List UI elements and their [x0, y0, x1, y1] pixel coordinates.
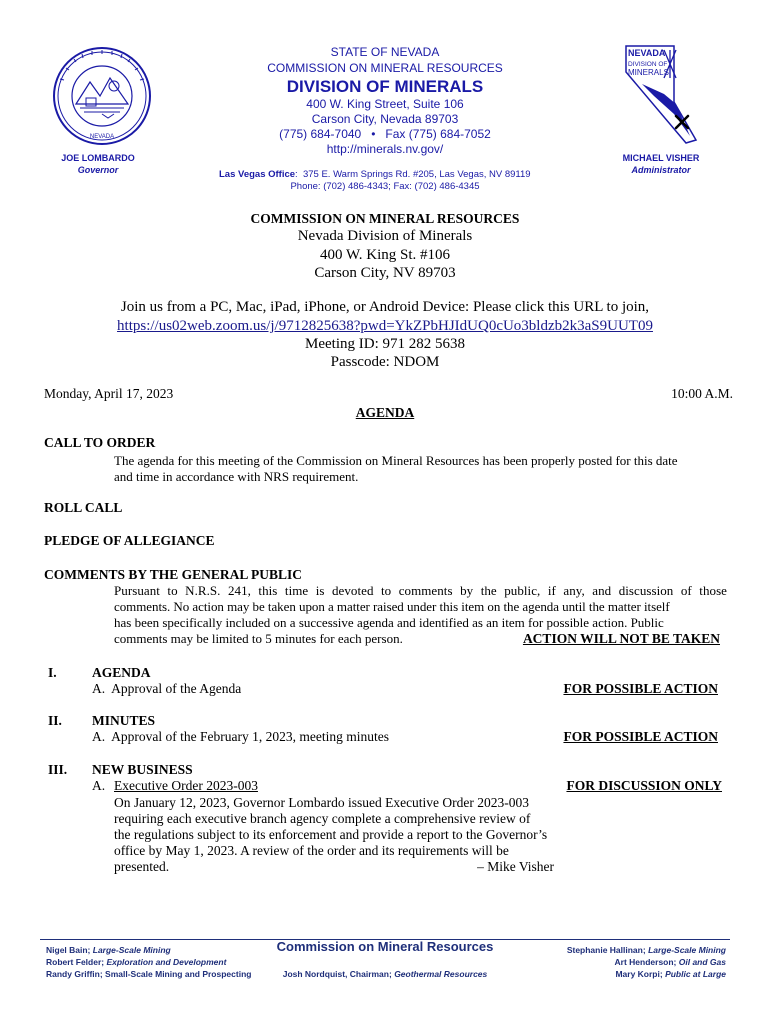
footer-member: Randy Griffin; Small-Scale Mining and Prospecting — [46, 969, 252, 979]
pledge-heading: PLEDGE OF ALLEGIANCE — [44, 533, 215, 548]
governor-title: Governor — [77, 165, 119, 175]
agenda-heading: AGENDA — [355, 405, 415, 420]
item-sub: A. Approval of the February 1, 2023, meeting minutes — [92, 729, 389, 744]
address-line-2: Carson City, Nevada 89703 — [311, 112, 459, 126]
zoom-link[interactable]: https://us02web.zoom.us/j/9712825638?pwd=YkZPbHJIdUQ0cUo3bldzb2k3aS9UUT09 — [117, 318, 653, 334]
item-sub: A. Approval of the Agenda — [92, 681, 242, 696]
item-sub-letter: A. — [92, 778, 106, 793]
item-heading: AGENDA — [92, 665, 151, 680]
logo-line-2: DIVISION OF — [628, 61, 668, 68]
footer-right-members — [500, 944, 726, 980]
svg-text:NEVADA: NEVADA — [89, 134, 115, 140]
call-to-order-heading: CALL TO ORDER — [44, 435, 156, 450]
public-comments-line-2: comments. No action may be taken upon a matter raised under this item on the agenda until the matter itself — [114, 599, 670, 614]
item-numeral: II. — [48, 713, 62, 728]
meeting-title: COMMISSION ON MINERAL RESOURCES — [250, 211, 520, 226]
item-desc-line-3: the regulations subject to its enforcement and provide a report to the Governor’s — [114, 827, 548, 842]
website-link[interactable]: http://minerals.nv.gov/ — [326, 142, 444, 156]
item-action: FOR POSSIBLE ACTION — [563, 681, 718, 696]
logo-line-1: NEVADA — [628, 48, 666, 58]
footer-member: Robert Felder; Exploration and Development — [46, 957, 227, 967]
state-seal-icon — [52, 46, 152, 146]
footer-member: Stephanie Hallinan; Large-Scale Mining — [566, 945, 726, 955]
division-name: DIVISION OF MINERALS — [286, 77, 484, 96]
meeting-date: Monday, April 17, 2023 — [44, 386, 174, 401]
call-to-order-line-1: The agenda for this meeting of the Commission on Mineral Resources has been properly posted for this date — [114, 453, 678, 468]
lv-office-label: Las Vegas Office — [219, 169, 296, 180]
meeting-id: Meeting ID: 971 282 5638 — [305, 336, 465, 352]
footer-member: Mary Korpi; Public at Large — [615, 969, 726, 979]
call-to-order-line-2: and time in accordance with NRS requirement. — [114, 469, 359, 484]
public-comments-action: ACTION WILL NOT BE TAKEN — [522, 631, 720, 646]
item-desc-line-1: On January 12, 2023, Governor Lombardo issued Executive Order 2023-003 — [114, 795, 530, 810]
meeting-org: Nevada Division of Minerals — [297, 228, 473, 244]
item-heading: MINUTES — [92, 713, 156, 728]
meeting-time: 10:00 A.M. — [671, 386, 733, 401]
meeting-passcode: Passcode: NDOM — [330, 354, 440, 370]
item-desc-line-4: office by May 1, 2023. A review of the order and its requirements will be — [114, 843, 509, 858]
meeting-street: 400 W. King St. #106 — [319, 247, 451, 263]
division-logo-icon — [624, 44, 700, 144]
lv-office-line — [219, 169, 531, 180]
meeting-city: Carson City, NV 89703 — [314, 265, 456, 281]
public-comments-line-3: has been specifically included on a successive agenda and identified as an item for possible action. Public — [114, 615, 664, 630]
footer-member: Nigel Bain; Large-Scale Mining — [46, 945, 171, 955]
item-numeral: I. — [48, 665, 57, 680]
phone-fax: (775) 684-7040 • Fax (775) 684-7052 — [279, 127, 491, 141]
public-comments-line-4: comments may be limited to 5 minutes for each person. — [114, 631, 403, 646]
commission-name: COMMISSION ON MINERAL RESOURCES — [267, 61, 503, 75]
footer-chairman: Josh Nordquist, Chairman; Geothermal Resources — [282, 969, 488, 979]
item-presenter: – Mike Visher — [477, 859, 554, 874]
item-action: FOR POSSIBLE ACTION — [563, 729, 718, 744]
logo-line-3: MINERALS — [628, 68, 669, 77]
item-action: FOR DISCUSSION ONLY — [566, 778, 722, 793]
item-heading: NEW BUSINESS — [92, 762, 193, 777]
governor-name: JOE LOMBARDO — [61, 153, 135, 163]
item-desc-line-5: presented. — [114, 859, 170, 874]
roll-call-heading: ROLL CALL — [44, 500, 123, 515]
item-numeral: III. — [48, 762, 68, 777]
footer-member: Art Henderson; Oil and Gas — [614, 957, 726, 967]
lv-office-address: : 375 E. Warm Springs Rd. #205, Las Vegas, NV 89119 — [295, 169, 531, 180]
administrator-title: Administrator — [631, 165, 691, 175]
item-desc-line-2: requiring each executive branch agency complete a comprehensive review of — [114, 811, 531, 826]
state-name: STATE OF NEVADA — [330, 45, 440, 59]
address-line-1: 400 W. King Street, Suite 106 — [306, 97, 464, 111]
footer-title: Commission on Mineral Resources — [276, 939, 494, 954]
item-sub-title: Executive Order 2023-003 — [114, 778, 258, 793]
administrator-name: MICHAEL VISHER — [622, 153, 700, 163]
lv-office-phone: Phone: (702) 486-4343; Fax: (702) 486-4345 — [290, 181, 480, 192]
public-comments-line-1: Pursuant to N.R.S. 241, this time is devoted to comments by the public, if any, and discussion of those — [114, 583, 727, 598]
public-comments-heading: COMMENTS BY THE GENERAL PUBLIC — [44, 567, 303, 582]
join-instructions: Join us from a PC, Mac, iPad, iPhone, or Android Device: Please click this URL to join, — [120, 299, 650, 315]
